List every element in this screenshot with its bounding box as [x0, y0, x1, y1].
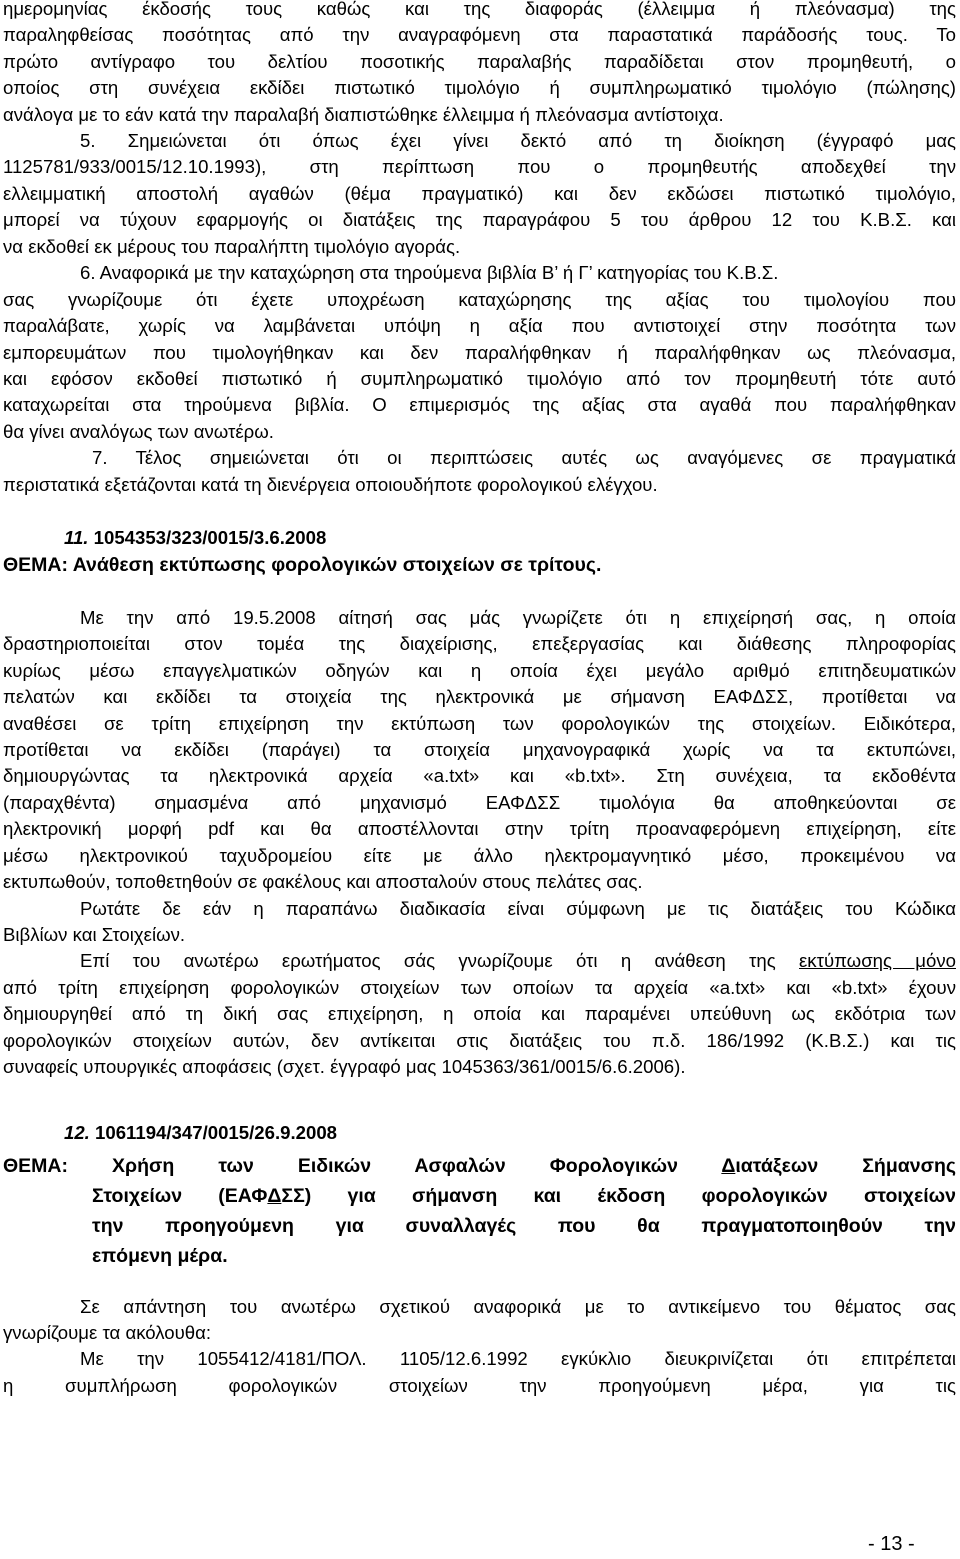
text-line: παραλάβατε, χωρίς να λαμβάνεται υπόψη η αξία που αντιστοιχεί στην ποσότητα των — [3, 315, 956, 336]
text-fragment: Επί του ανωτέρω ερωτήματος σάς γνωρίζουμε ότι η ανάθεση της — [80, 950, 776, 971]
title-fragment: ιατάξεων Σήμανσης — [735, 1155, 956, 1177]
text-line — [80, 948, 956, 974]
text-line: συναφείς υπουργικές αποφάσεις (σχετ. έγγραφό μας 1045363/361/0015/6.6.2006). — [3, 1056, 686, 1077]
text-line: μέσω ηλεκτρονικού ταχυδρομείου είτε με άλλο ηλεκτρομαγνητικό μέσο, προκειμένου να — [3, 845, 956, 866]
text-line: η συμπλήρωση φορολογικών στοιχείων την προηγούμενη μέρα, για τις — [3, 1375, 956, 1396]
text-line: οποίος στη συνέχεια εκδίδει πιστωτικό τιμολόγιο ή συμπληρωματικό τιμολόγιο (πώλησης) — [3, 77, 956, 98]
text-line: πρώτο αντίγραφο του δελτίου ποσοτικής παραλαβής παραδίδεται στον προμηθευτή, ο — [3, 51, 956, 72]
section-number: 12. — [64, 1122, 90, 1143]
text-line: ελλειμματική αποστολή αγαθών (θέμα πραγματικό) και δεν εκδώσει πιστωτικό τιμολόγιο, — [3, 183, 956, 204]
text-line: να εκδοθεί εκ μέρους του παραλήπτη τιμολόγιο αγοράς. — [3, 236, 461, 257]
section-title: την προηγούμενη για συναλλαγές που θα πραγματοποιηθούν την — [92, 1215, 956, 1237]
section-title: επόμενη μέρα. — [92, 1245, 228, 1267]
section-heading — [64, 525, 956, 551]
text-line: Με την 1055412/4181/ΠΟΛ. 1105/12.6.1992 εγκύκλιο διευκρινίζεται ότι επιτρέπεται — [80, 1348, 956, 1369]
section-heading — [64, 1120, 956, 1146]
text-line: 7. Τέλος σημειώνεται ότι οι περιπτώσεις αυτές ως αναγόμενες σε πραγματικά — [92, 447, 956, 468]
page-number: - 13 - — [868, 1533, 915, 1555]
text-line: κυρίως μέσω επαγγελματικών οδηγών και η οποία έχει μεγάλο αριθμό επιτηδευματικών — [3, 660, 956, 681]
text-line: εμπορευμάτων που τιμολογήθηκαν και δεν παραλήφθηκαν ή παραλήφθηκαν ως πλεόνασμα, — [3, 342, 956, 363]
text-line: αναθέσει σε τρίτη επιχείρηση την εκτύπωση των φορολογικών της στοιχείων. Ειδικότερα, — [3, 713, 956, 734]
text-line: καταχωρείται στα τηρούμενα βιβλία. Ο επιμερισμός της αξίας στα αγαθά που παραλήφθηκαν — [3, 394, 956, 415]
title-fragment: Στοιχείων (ΕΑΦ — [92, 1185, 268, 1207]
text-line: μπορεί να τύχουν εφαρμογής οι διατάξεις της παραγράφου 5 του άρθρου 12 του Κ.Β.Σ. και — [3, 209, 956, 230]
title-fragment: ΘΕΜΑ: Χρήση των Ειδικών Ασφαλών Φορολογικών — [3, 1155, 722, 1177]
title-fragment: Δ — [721, 1155, 736, 1177]
text-line: προτίθεται να εκδίδει (παράγει) τα στοιχεία μηχανογραφικά χωρίς να τα εκτυπώνει, — [3, 739, 956, 760]
text-line: ηλεκτρονική μορφή pdf και θα αποστέλλονται στην τρίτη προαναφερόμενη επιχείρηση, είτε — [3, 818, 956, 839]
text-line: δημιουργηθεί από τη δική σας επιχείρηση, η οποία και παραμένει υπεύθυνη ως εκδότρια των — [3, 1003, 956, 1024]
underlined-text: εκτύπωσης μόνο — [799, 950, 956, 971]
text-line: Σε απάντηση του ανωτέρω σχετικού αναφορικά με το αντικείμενο του θέματος σας — [80, 1296, 956, 1317]
text-line: 5. Σημειώνεται ότι όπως έχει γίνει δεκτό από τη διοίκηση (έγγραφό μας — [80, 130, 956, 151]
text-line: θα γίνει αναλόγως των ανωτέρω. — [3, 421, 274, 442]
text-line: δραστηριοποιείται στον τομέα της διαχείρισης, επεξεργασίας και διάθεσης πληροφορίας — [3, 633, 956, 654]
text-line: εκτυπωθούν, τοποθετηθούν σε φακέλους και αποσταλούν στους πελάτες σας. — [3, 871, 643, 892]
section-title: ΘΕΜΑ: Ανάθεση εκτύπωσης φορολογικών στοιχείων σε τρίτους. — [3, 554, 602, 576]
text-line: ημερομηνίας έκδοσής τους καθώς και της διαφοράς (έλλειμμα ή πλεόνασμα) της — [3, 0, 956, 19]
section-reference: 1061194/347/0015/26.9.2008 — [95, 1122, 337, 1143]
section-reference: 1054353/323/0015/3.6.2008 — [93, 527, 327, 548]
text-line: (παραχθέντα) σημασμένα από μηχανισμό ΕΑΦΔΣΣ τιμολόγια θα αποθηκεύονται σε — [3, 792, 956, 813]
text-line: γνωρίζουμε τα ακόλουθα: — [3, 1322, 212, 1343]
text-line: περιστατικά εξετάζονται κατά τη διενέργεια οποιουδήποτε φορολογικού ελέγχου. — [3, 474, 658, 495]
text-line: δημιουργώντας τα ηλεκτρονικά αρχεία «a.txt» και «b.txt». Στη συνέχεια, τα εκδοθέντα — [3, 765, 956, 786]
text-line: Βιβλίων και Στοιχείων. — [3, 924, 186, 945]
section-title — [3, 1151, 956, 1181]
text-line: και εφόσον εκδοθεί πιστωτικό ή συμπληρωματικό τιμολόγιο από τον προμηθευτή τότε αυτό — [3, 368, 956, 389]
text-line: πελατών και εκδίδει τα στοιχεία της ηλεκτρονικά με σήμανση ΕΑΦΔΣΣ, προτίθεται να — [3, 686, 956, 707]
text-line: 1125781/933/0015/12.10.1993), στη περίπτωση που ο προμηθευτής αποδεχθεί την — [3, 156, 956, 177]
text-line: παραληφθείσας ποσότητας από την αναγραφόμενη στα παραστατικά παράδοσής τους. Το — [3, 24, 956, 45]
title-fragment: Δ — [267, 1185, 282, 1207]
section-title — [92, 1181, 956, 1211]
text-line: σας γνωρίζουμε ότι έχετε υποχρέωση καταχώρησης της αξίας του τιμολογίου που — [3, 289, 956, 310]
title-fragment: ΣΣ) για σήμανση και έκδοση φορολογικών στοιχείων — [281, 1185, 956, 1207]
text-line: φορολογικών στοιχείων αυτών, δεν αντίκειται στις διατάξεις του π.δ. 186/1992 (Κ.Β.Σ.) και τις — [3, 1030, 956, 1051]
text-line: Με την από 19.5.2008 αίτησή σας μάς γνωρίζετε ότι η επιχείρησή σας, η οποία — [80, 607, 956, 628]
text-line: ανάλογα με το εάν κατά την παραλαβή διαπιστώθηκε έλλειμμα ή πλεόνασμα αντίστοιχα. — [3, 104, 724, 125]
section-number: 11. — [64, 527, 89, 548]
text-line: από τρίτη επιχείρηση φορολογικών στοιχείων των οποίων τα αρχεία «a.txt» και «b.txt» έχουν — [3, 977, 956, 998]
text-line: 6. Αναφορικά με την καταχώρηση στα τηρούμενα βιβλία Β’ ή Γ’ κατηγορίας του Κ.Β.Σ. — [80, 262, 779, 283]
text-line: Ρωτάτε δε εάν η παραπάνω διαδικασία είναι σύμφωνη με τις διατάξεις του Κώδικα — [80, 898, 956, 919]
